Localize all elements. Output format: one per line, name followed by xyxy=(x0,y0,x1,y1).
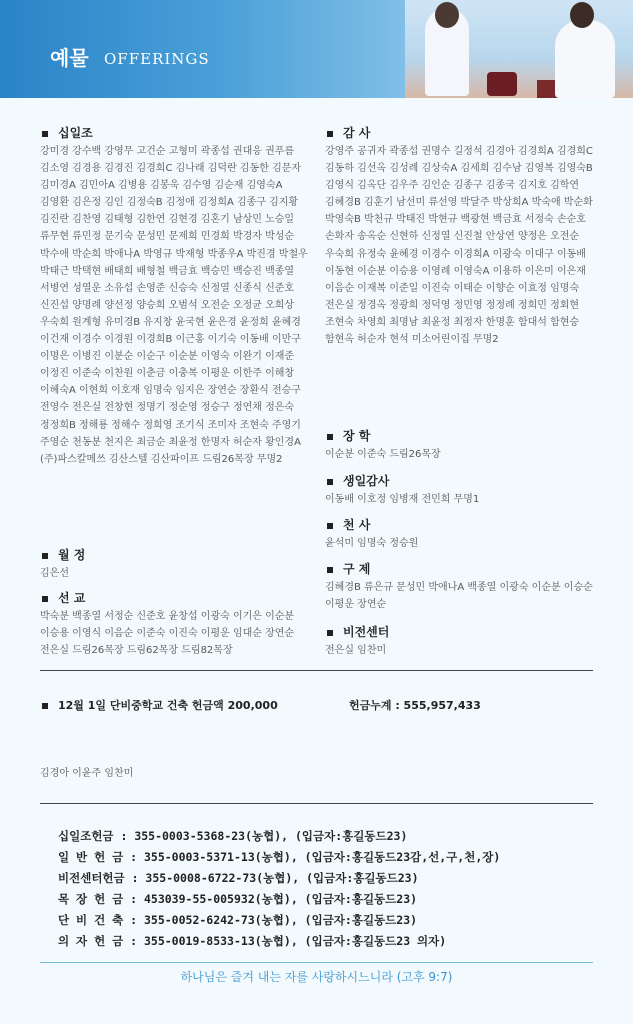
building-offering xyxy=(42,697,278,713)
section-heading-tithe: 십일조 xyxy=(42,124,93,141)
bullet-icon xyxy=(327,434,333,440)
building-offering-label: 12월 1일 단비중학교 건축 헌금액 200,000 xyxy=(58,699,278,712)
vision-names: 전은실 임찬미 xyxy=(325,645,387,656)
divider xyxy=(40,803,593,804)
birthday-names: 이동배 이호정 임병재 전민희 무명1 xyxy=(325,494,480,505)
account-line: 일 반 헌 금 : 355-0003-5371-13(농협), (입금자:홍길동드23감,선,구,천,장) xyxy=(58,850,501,864)
person-figure xyxy=(555,20,615,98)
relief-names: 김혜경B 류은규 문성민 박애나A 백종열 이광숙 이순분 이승순 이평운 장연순 xyxy=(325,582,593,611)
divider xyxy=(40,962,593,963)
account-list xyxy=(58,826,500,952)
bullet-icon xyxy=(42,703,48,709)
bullet-icon xyxy=(327,630,333,636)
scholarship-names: 이순분 이준숙 드림26목장 xyxy=(325,449,441,460)
page-title: 예물 xyxy=(50,46,89,70)
gratitude-names: 강영주 공귀자 곽종섭 권명수 길정석 김경아 김경희A 김경희C 김동하 김선옥 김성례 김상숙A 김세희 김수남 김영복 김영숙B 김영식 김옥단 김우주 김인순 김종구 김종국 김지호 김학연 김혜경B 김훈기 남선미 류선영 박달주 박상희A 박숙애 박순화 박영숙B 박천규 박태진 박현규 백광현 백금효 서정숙 손순호 손화자 송옥순 신현하 신정열 신진철 안상연 양정은 오전순 우숙희 유정숙 윤혜경 이경수 이경희A 이광숙 이대구 이동배 이동현 이순분 이승용 이영례 이영숙A 이용하 이은미 이은재 이음순 이재복 이준일 이진숙 이태순 이향순 이효정 임명숙 전은실 정경옥 정광희 정덕영 정민영 정정례 정희민 정회현 조현숙 차영희 최명남 최윤정 최정자 한명훈 함대석 함현승 함현옥 허순자 현석 미소어린이집 무명2 xyxy=(325,146,593,346)
monthly-names: 김은선 xyxy=(40,568,69,579)
bible-verse: 하나님은 즐겨 내는 자를 사랑하시느니라 (고후 9:7) xyxy=(180,970,453,984)
account-line: 단 비 건 축 : 355-0052-6242-73(농협), (입금자:홍길동드23) xyxy=(58,913,418,927)
bullet-icon xyxy=(327,131,333,137)
person-head xyxy=(570,2,594,28)
bullet-icon xyxy=(327,567,333,573)
account-line: 의 자 헌 금 : 355-0019-8533-13(농협), (입금자:홍길동드23 의자) xyxy=(58,934,447,948)
section-heading-mission: 선 교 xyxy=(42,589,85,606)
mission-names: 박숙분 백종열 서정순 신준호 윤창섭 이광숙 이기은 이순분 이승용 이영식 이음순 이준숙 이진숙 이평운 임대순 장연순 전은실 드림26목장 드림62목장 드림82목장 xyxy=(40,611,295,657)
bullet-icon xyxy=(42,131,48,137)
tithe-names: 강미경 강수백 강영무 고건순 고형미 곽종섭 권대응 권푸름 김소영 김경용 김경진 김경희C 김나래 김덕란 김동한 김문자 김미경A 김민아A 김병용 김봉욱 김수영 김순재 김영숙A 김영환 김은정 김인 김정숙B 김정애 김정희A 김종구 김지황 김진란 김찬영 김태형 김한연 김현경 김혼기 남상민 노승일 류무현 류민정 문기숙 문성민 문제희 민경희 박경자 박성순 박수애 박순희 박애나A 박영규 박재형 박종우A 박진경 박철우 박태근 박택현 배태희 배형철 백금효 백승민 백승진 백종열 서병연 성열운 소유섭 손영준 신승숙 신정열 신종식 신준호 신진섭 양명례 양선정 양승희 오범석 오전순 오정균 오희상 우숙희 원계형 유미경B 유지창 윤국현 윤은경 윤정희 윤혜경 이건재 이경수 이경원 이경희B 이근홍 이기숙 이동배 이만구 이명은 이병진 이분순 이순구 이순분 이영숙 이완기 이재준 이정진 이준숙 이찬원 이춘금 이충복 이평운 이한주 이해창 이혜숙A 이현희 이호재 임명숙 임지은 장연순 장환식 전승구 전영수 전은실 전창현 정명기 정순영 정승구 정연채 정은숙 정정희B 정해룡 정해수 정희영 조기식 조미자 조현숙 주영기 주영순 천동분 천지은 최금순 최윤정 한명자 허순자 황인경A (주)파스칼메쓰 김산스텔 김산파이프 드림26목장 무명2 xyxy=(40,146,308,465)
account-line: 목 장 헌 금 : 453039-55-005932(농협), (입금자:홍길동드23) xyxy=(58,892,418,906)
header-banner xyxy=(0,0,633,98)
section-heading-birthday: 생일감사 xyxy=(327,472,389,489)
bullet-icon xyxy=(42,553,48,559)
bullet-icon xyxy=(327,523,333,529)
bullet-icon xyxy=(327,479,333,485)
building-total: 헌금누계 : 555,957,433 xyxy=(349,699,481,712)
section-heading-monthly: 월 정 xyxy=(42,546,85,563)
building-names: 김경아 이윤주 임찬미 xyxy=(40,768,134,779)
thousand-names: 윤석미 임명숙 정승원 xyxy=(325,538,419,549)
person-head xyxy=(435,2,459,28)
header-photo xyxy=(405,0,633,98)
section-heading-gratitude: 감 사 xyxy=(327,124,370,141)
account-line: 십일조헌금 : 355-0003-5368-23(농협), (입금자:홍길동드23) xyxy=(58,829,408,843)
account-line: 비전센터헌금 : 355-0008-6722-73(농협), (입금자:홍길동드23) xyxy=(58,871,419,885)
page-subtitle: OFFERINGS xyxy=(104,50,210,68)
section-heading-vision: 비전센터 xyxy=(327,623,389,640)
bullet-icon xyxy=(42,596,48,602)
offering-pot xyxy=(487,72,517,96)
section-heading-relief: 구 제 xyxy=(327,560,370,577)
divider xyxy=(40,670,593,671)
section-heading-thousand: 천 사 xyxy=(327,516,370,533)
section-heading-scholarship: 장 학 xyxy=(327,427,370,444)
